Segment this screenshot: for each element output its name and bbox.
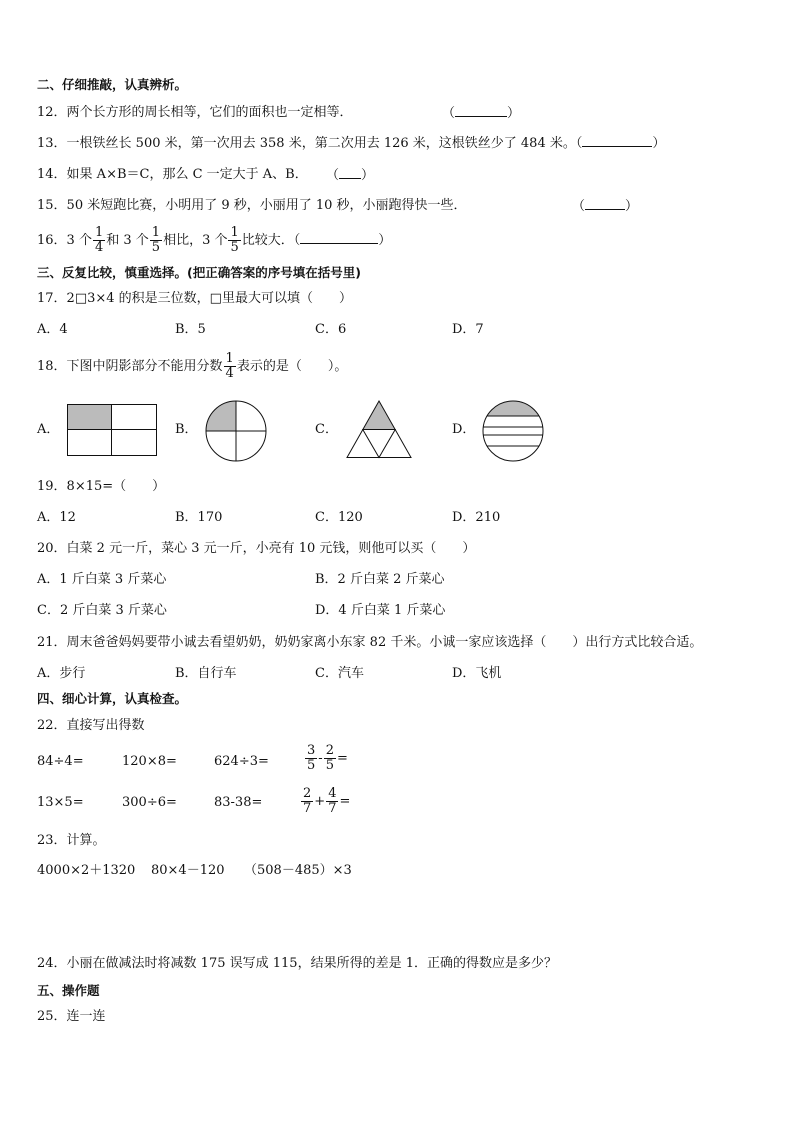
question-21: 21．周末爸爸妈妈要带小诚去看望奶奶，奶奶家离小东家 82 千米。小诚一家应该选择（ ）出行方式比较合适。 (37, 635, 703, 650)
question-14 (37, 166, 308, 184)
question-25: 25．连一连 (37, 1009, 106, 1024)
question-16-close: ） (378, 233, 392, 248)
question-17-option-b[interactable]: B．5 (175, 322, 206, 337)
question-16-answer-blank[interactable] (300, 231, 378, 244)
question-18 (37, 350, 347, 384)
fraction-one-quarter: $\frac{1}{4}$ (94, 225, 104, 255)
question-12-answer-blank[interactable]: （ ） (442, 106, 521, 121)
fraction-one-quarter-q18: $\frac{1}{4}$ (225, 351, 234, 381)
question-21-option-b[interactable]: B．自行车 (175, 666, 237, 681)
calc-624-div-3: 624÷3= (214, 754, 269, 769)
question-20: 20．白菜 2 元一斤，菜心 3 元一斤，小亮有 10 元钱，则他可以买（ ） (37, 541, 476, 556)
question-17-option-c[interactable]: C．6 (315, 322, 347, 337)
calc-300-div-6: 300÷6= (122, 795, 177, 810)
section-2-title: 二、仔细推敲，认真辨析。 (37, 77, 188, 92)
question-19-option-b[interactable]: B．170 (175, 510, 223, 525)
question-18-option-b[interactable]: B． (175, 422, 198, 437)
question-24: 24．小丽在做减法时将减数 175 误写成 115，结果所得的差是 1．正确的得数应是多少？ (37, 956, 557, 971)
circle-stripes-figure (482, 400, 544, 462)
calc-expr-1: 4000×2＋1320 (37, 863, 136, 878)
triangle-figure (346, 400, 412, 458)
question-17-option-d[interactable]: D．7 (452, 322, 484, 337)
question-14-answer-blank[interactable]: （ ） (326, 168, 375, 183)
question-23: 23．计算。 (37, 833, 106, 848)
question-15-text: 15．50 米短跑比赛，小明用了 9 秒，小丽用了 10 秒，小丽跑得快一些． (37, 198, 467, 213)
question-16-text-2: 和 3 个 (106, 233, 149, 248)
question-16-text-1: 16．3 个 (37, 233, 92, 248)
question-20-option-b[interactable]: B．2 斤白菜 2 斤菜心 (315, 572, 445, 587)
question-12 (37, 104, 353, 122)
question-12-text: 12．两个长方形的周长相等，它们的面积也一定相等． (37, 105, 353, 120)
calc-fraction-subtract: $\frac{3}{5}$ - $\frac{2}{5}$ = (307, 743, 348, 773)
question-14-text: 14．如果 A×B＝C，那么 C 一定大于 A、B． (37, 167, 308, 182)
calc-83-minus-38: 83-38= (214, 795, 263, 810)
question-16-text-4: 比较大．（ (241, 233, 301, 248)
question-18-option-a[interactable]: A． (37, 422, 60, 437)
question-15-answer-blank[interactable]: （ ） (572, 199, 639, 214)
question-20-option-d[interactable]: D．4 斤白菜 1 斤菜心 (315, 603, 446, 618)
section-4-title: 四、细心计算，认真检查。 (37, 691, 188, 706)
question-19: 19．8×15=（ ） (37, 479, 166, 494)
question-15 (37, 197, 467, 215)
calc-120-times-8: 120×8= (122, 754, 177, 769)
fraction-one-fifth: $\frac{1}{5}$ (151, 225, 161, 255)
calc-fraction-add: $\frac{2}{7}$ + $\frac{4}{7}$ = (303, 786, 351, 816)
question-20-option-c[interactable]: C．2 斤白菜 3 斤菜心 (37, 603, 167, 618)
question-18-text-a: 18．下图中阴影部分不能用分数 (37, 359, 223, 374)
calc-expr-3: （508－485）×3 (244, 863, 352, 878)
calc-expr-2: 80×4－120 (151, 863, 225, 878)
section-5-title: 五、操作题 (37, 983, 100, 998)
question-18-option-c[interactable]: C． (315, 422, 338, 437)
question-16-text-3: 相比，3 个 (163, 233, 228, 248)
question-20-option-a[interactable]: A．1 斤白菜 3 斤菜心 (37, 572, 167, 587)
rectangle-figure (67, 404, 157, 456)
circle-quarters-figure (205, 400, 267, 462)
question-19-option-a[interactable]: A．12 (37, 510, 76, 525)
question-21-option-a[interactable]: A．步行 (37, 666, 86, 681)
question-17-option-a[interactable]: A．4 (37, 322, 68, 337)
question-13-answer-blank[interactable] (582, 134, 652, 147)
question-18-text-b: 表示的是（ ）。 (236, 359, 348, 374)
question-21-option-c[interactable]: C．汽车 (315, 666, 364, 681)
question-19-option-d[interactable]: D．210 (452, 510, 501, 525)
question-13-close: ） (652, 136, 666, 151)
question-19-option-c[interactable]: C．120 (315, 510, 363, 525)
calc-84-div-4: 84÷4= (37, 754, 84, 769)
calc-13-times-5: 13×5= (37, 795, 84, 810)
question-17: 17．2□3×4 的积是三位数，□里最大可以填（ ） (37, 291, 352, 306)
fraction-one-fifth-2: $\frac{1}{5}$ (230, 225, 239, 255)
section-3-title: 三、反复比较，慎重选择。(把正确答案的序号填在括号里) (37, 265, 361, 280)
question-22: 22．直接写出得数 (37, 718, 145, 733)
question-13-text: 13．一根铁丝长 500 米，第一次用去 358 米，第二次用去 126 米，这根铁丝少了 484 米。（ (37, 136, 583, 151)
question-21-option-d[interactable]: D．飞机 (452, 666, 502, 681)
question-16 (37, 224, 391, 258)
question-13 (37, 134, 665, 153)
question-18-option-d[interactable]: D． (452, 422, 476, 437)
